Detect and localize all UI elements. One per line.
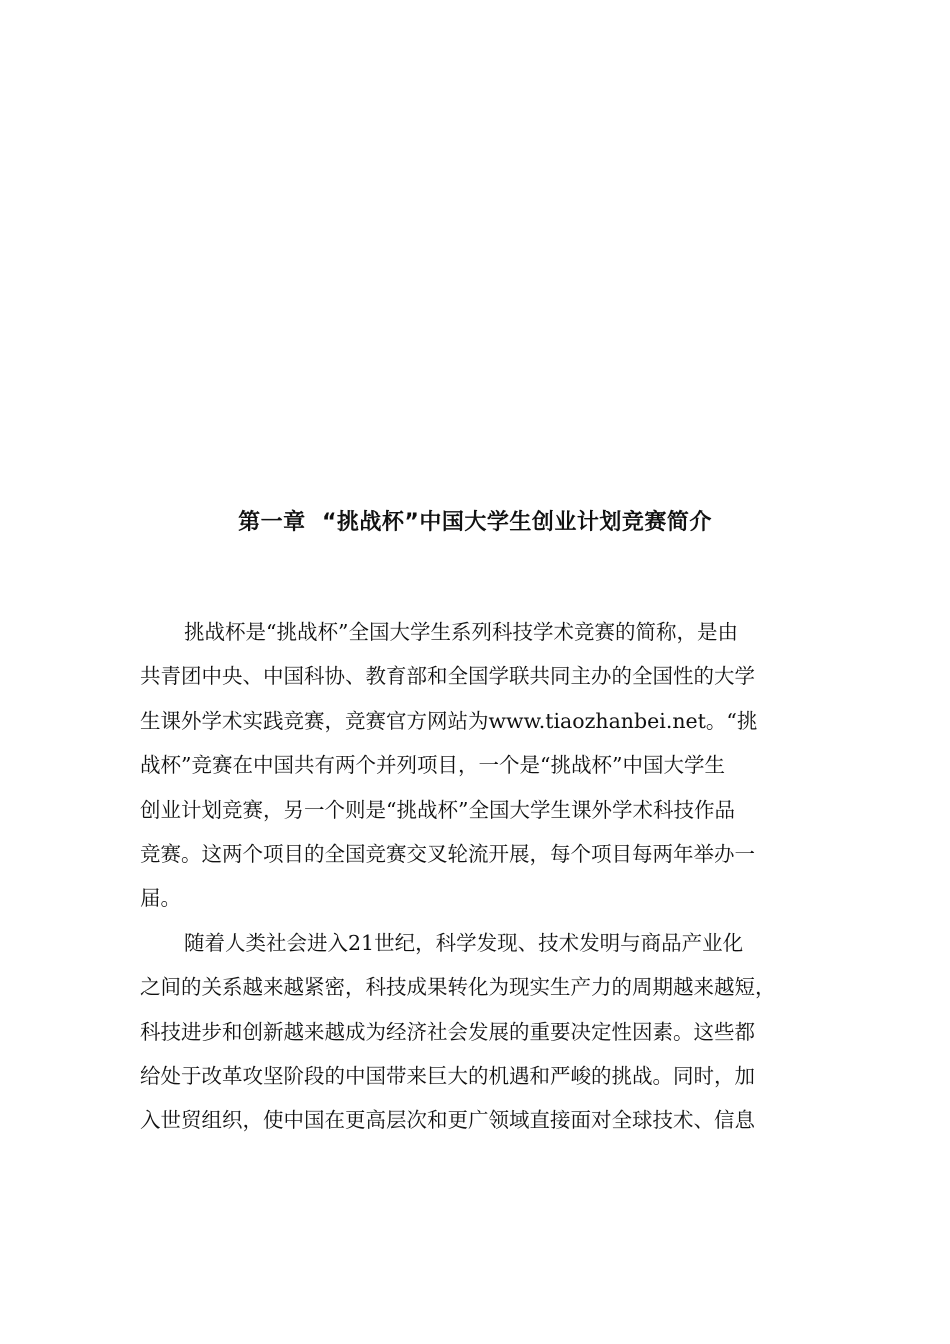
text-line: 挑战杯是“挑战杯”全国大学生系列科技学术竞赛的简称，是由 (184, 620, 738, 644)
text-line: 竞赛。这两个项目的全国竞赛交叉轮流开展，每个项目每两年举办一 (140, 841, 755, 866)
text-line: 届。 (140, 886, 181, 911)
text-line: 随着人类社会进入21世纪，科学发现、技术发明与商品产业化 (184, 930, 744, 955)
body-text (140, 610, 812, 1143)
chapter-title: 第一章 “挑战杯”中国大学生创业计划竞赛简介 (238, 510, 712, 535)
text-line: 给处于改革攻坚阶段的中国带来巨大的机遇和严峻的挑战。同时，加 (140, 1063, 755, 1088)
text-line: 科技进步和创新越来越成为经济社会发展的重要决定性因素。这些都 (140, 1019, 755, 1044)
text-line: 创业计划竞赛，另一个则是“挑战杯”全国大学生课外学术科技作品 (140, 797, 735, 822)
text-line: 战杯”竞赛在中国共有两个并列项目，一个是“挑战杯”中国大学生 (140, 753, 725, 778)
text-line: 共青团中央、中国科协、教育部和全国学联共同主办的全国性的大学 (140, 664, 755, 689)
text-line: 之间的关系越来越紧密，科技成果转化为现实生产力的周期越来越短， (140, 975, 776, 1000)
text-line: 生课外学术实践竞赛，竞赛官方网站为www.tiaozhanbei.net。“挑 (140, 708, 758, 733)
text-line: 入世贸组织，使中国在更高层次和更广领域直接面对全球技术、信息 (140, 1108, 755, 1133)
